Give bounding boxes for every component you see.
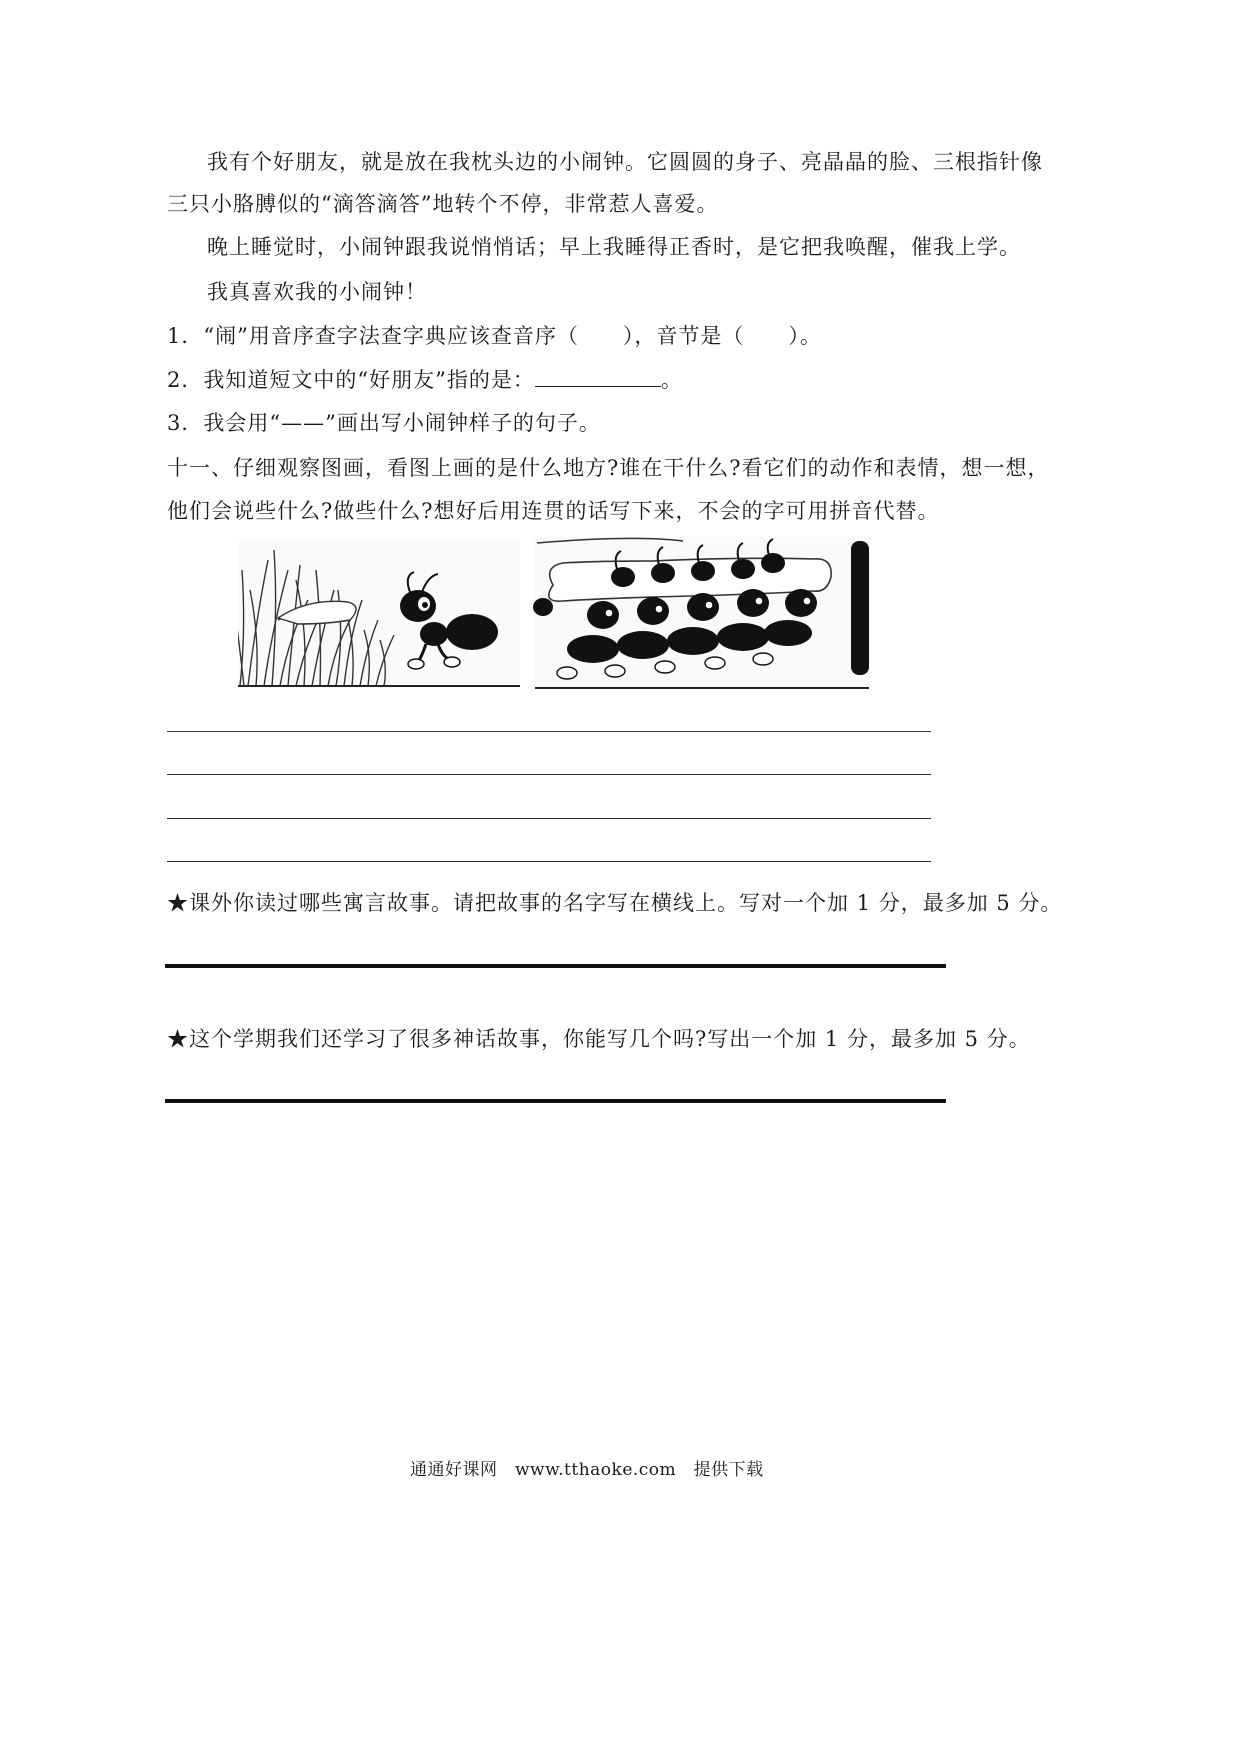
section-11-line-1: 十一、仔细观察图画，看图上画的是什么地方?谁在干什么?看它们的动作和表情，想一想， [167, 456, 1050, 480]
writing-line-1[interactable] [167, 731, 931, 732]
question-2-text: 2．我知道短文中的“好朋友”指的是： [167, 368, 535, 392]
question-2-end: 。 [660, 368, 683, 392]
passage-line-4: 我真喜欢我的小闹钟！ [207, 280, 427, 304]
passage-line-1: 我有个好朋友，就是放在我枕头边的小闹钟。它圆圆的身子、亮晶晶的脸、三根指针像 [207, 150, 1043, 174]
section-11-line-2: 他们会说些什么?做些什么?想好后用连贯的话写下来，不会的字可用拼音代替。 [167, 499, 940, 523]
question-3: 3．我会用“——”画出写小闹钟样子的句子。 [167, 411, 601, 435]
fables-answer-line[interactable] [165, 964, 946, 968]
passage-line-2: 三只小胳膊似的“滴答滴答”地转个不停，非常惹人喜爱。 [167, 192, 719, 216]
passage-line-3: 晚上睡觉时，小闹钟跟我说悄悄话；早上我睡得正香时，是它把我唤醒，催我上学。 [207, 235, 1021, 259]
question-1: 1．“闹”用音序查字法查字典应该查音序（ ），音节是（ ）。 [167, 324, 822, 348]
footer-credit: 通通好课网 www.tthaoke.com 提供下载 [410, 1460, 764, 1480]
ants-teamwork-illustration [533, 537, 871, 690]
question-2 [167, 364, 683, 394]
answer-blank[interactable] [535, 368, 661, 387]
bonus-fables-question: ★课外你读过哪些寓言故事。请把故事的名字写在横线上。写对一个加 1 分，最多加 5 分。 [167, 891, 1063, 915]
grass-ant-illustration [238, 540, 520, 688]
writing-line-3[interactable] [167, 818, 931, 819]
bonus-myths-question: ★这个学期我们还学习了很多神话故事，你能写几个吗?写出一个加 1 分，最多加 5 分。 [167, 1027, 1031, 1051]
writing-line-4[interactable] [167, 861, 931, 862]
myths-answer-line[interactable] [165, 1099, 946, 1103]
writing-line-2[interactable] [167, 774, 931, 775]
